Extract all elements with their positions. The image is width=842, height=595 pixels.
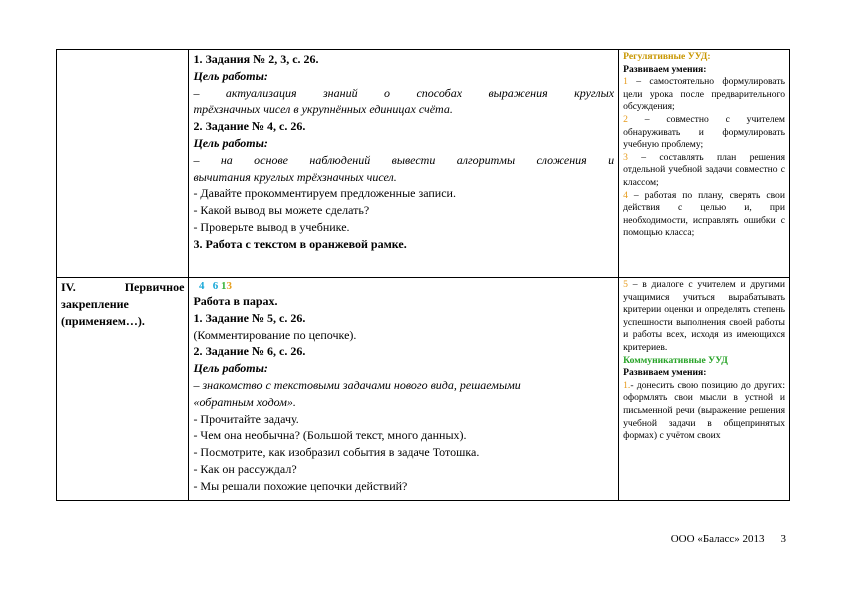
question-line: - Прочитайте задачу. — [193, 411, 299, 426]
task-heading: 1. Задания № 2, 3, с. 26. — [193, 52, 319, 66]
skill-number: 1. — [623, 379, 631, 391]
task-heading: 2. Задание № 4, с. 26. — [193, 119, 306, 134]
task-heading: 3. Работа с текстом в оранжевой рамке. — [193, 236, 407, 251]
comment-line: (Комментирование по цепочке). — [193, 327, 357, 342]
question-line: - Посмотрите, как изобразил события в задаче Тотошка. — [193, 445, 480, 460]
uud-cell — [619, 50, 790, 278]
uud-cell — [619, 278, 790, 501]
question-line: - Чем она необычна? (Большой текст, много данных). — [193, 428, 467, 443]
table-row — [57, 50, 790, 278]
task-heading: 1. Задание № 5, с. 26. — [193, 310, 306, 325]
regulatory-heading: Регулятивные УУД: — [623, 51, 711, 62]
skill-number: 4 — [623, 189, 628, 201]
stage-cell — [57, 50, 189, 278]
goal-label: Цель работы: — [193, 135, 268, 150]
develop-label: Развиваем умения: — [623, 63, 707, 75]
work-form: Работа в парах. — [193, 294, 278, 308]
stage-title: IV. Первичное — [61, 280, 185, 294]
question-line: - Какой вывод вы можете сделать? — [193, 203, 370, 218]
activity-cell — [189, 50, 619, 278]
skill-item: 1 – самостоятельно формулировать цели урока после предварительного обсуждения; — [623, 76, 785, 113]
question-line: - Мы решали похожие цепочки действий? — [193, 478, 408, 493]
skill-refs: 4 6 13 — [198, 280, 232, 292]
communicative-heading: Коммуникативные УУД — [623, 354, 728, 366]
skill-item: 5 – в диалоге с учителем и другими учащимися учиться вырабатывать критерии оценки и определять степень успешности выполнения своей работы и работы всех, исходя из имеющихся критериев. — [623, 279, 785, 353]
goal-label: Цель работы: — [193, 361, 268, 376]
skill-item: 2 – совместно с учителем обнаруживать и формулировать учебную проблему; — [623, 113, 785, 151]
question-line: - Давайте прокомментируем предложенные записи. — [193, 186, 456, 201]
question-line: - Как он рассуждал? — [193, 461, 297, 476]
lesson-table — [56, 49, 790, 501]
goal-text: трёхзначных чисел в укрупнённых единицах счёта. — [193, 102, 453, 117]
skill-item: 1.- донесить свою позицию до других: оформлять свои мысли в устной и письменной речи (выражение решения учебной задачи в общепринятых формах) с учётом своих — [623, 379, 785, 442]
goal-text: – знакомство с текстовыми задачами нового вида, решаемыми — [193, 377, 521, 392]
page-number: 3 — [780, 533, 786, 545]
skill-item: 4 – работая по плану, сверять свои действия с целью и, при необходимости, исправлять ошибки с помощью класса; — [623, 189, 785, 239]
goal-label: Цель работы: — [193, 68, 268, 83]
footer-company: ООО «Баласс» 2013 — [670, 533, 765, 545]
stage-cell — [57, 278, 189, 501]
activity-cell — [189, 278, 619, 501]
task-heading: 2. Задание № 6, с. 26. — [193, 344, 306, 359]
stage-title: закрепление — [61, 296, 129, 311]
question-line: - Проверьте вывод в учебнике. — [193, 219, 350, 234]
page-footer — [671, 533, 786, 545]
goal-text: – на основе наблюдений вывести алгоритмы сложения и — [193, 152, 615, 167]
skill-number: 5 — [623, 279, 628, 290]
stage-title: (применяем…). — [61, 313, 145, 328]
table-row — [57, 278, 790, 501]
develop-label: Развиваем умения: — [623, 367, 707, 379]
skill-item: 3 – составлять план решения отдельной учебной задачи совместно с классом; — [623, 151, 785, 188]
goal-text: «обратным ходом». — [193, 394, 296, 409]
skill-number: 1 — [623, 76, 628, 88]
skill-number: 2 — [623, 113, 628, 125]
goal-text: вычитания круглых трёхзначных чисел. — [193, 169, 397, 184]
goal-text: – актуализация знаний о способах выражения круглых — [193, 85, 615, 100]
skill-number: 3 — [623, 151, 628, 163]
